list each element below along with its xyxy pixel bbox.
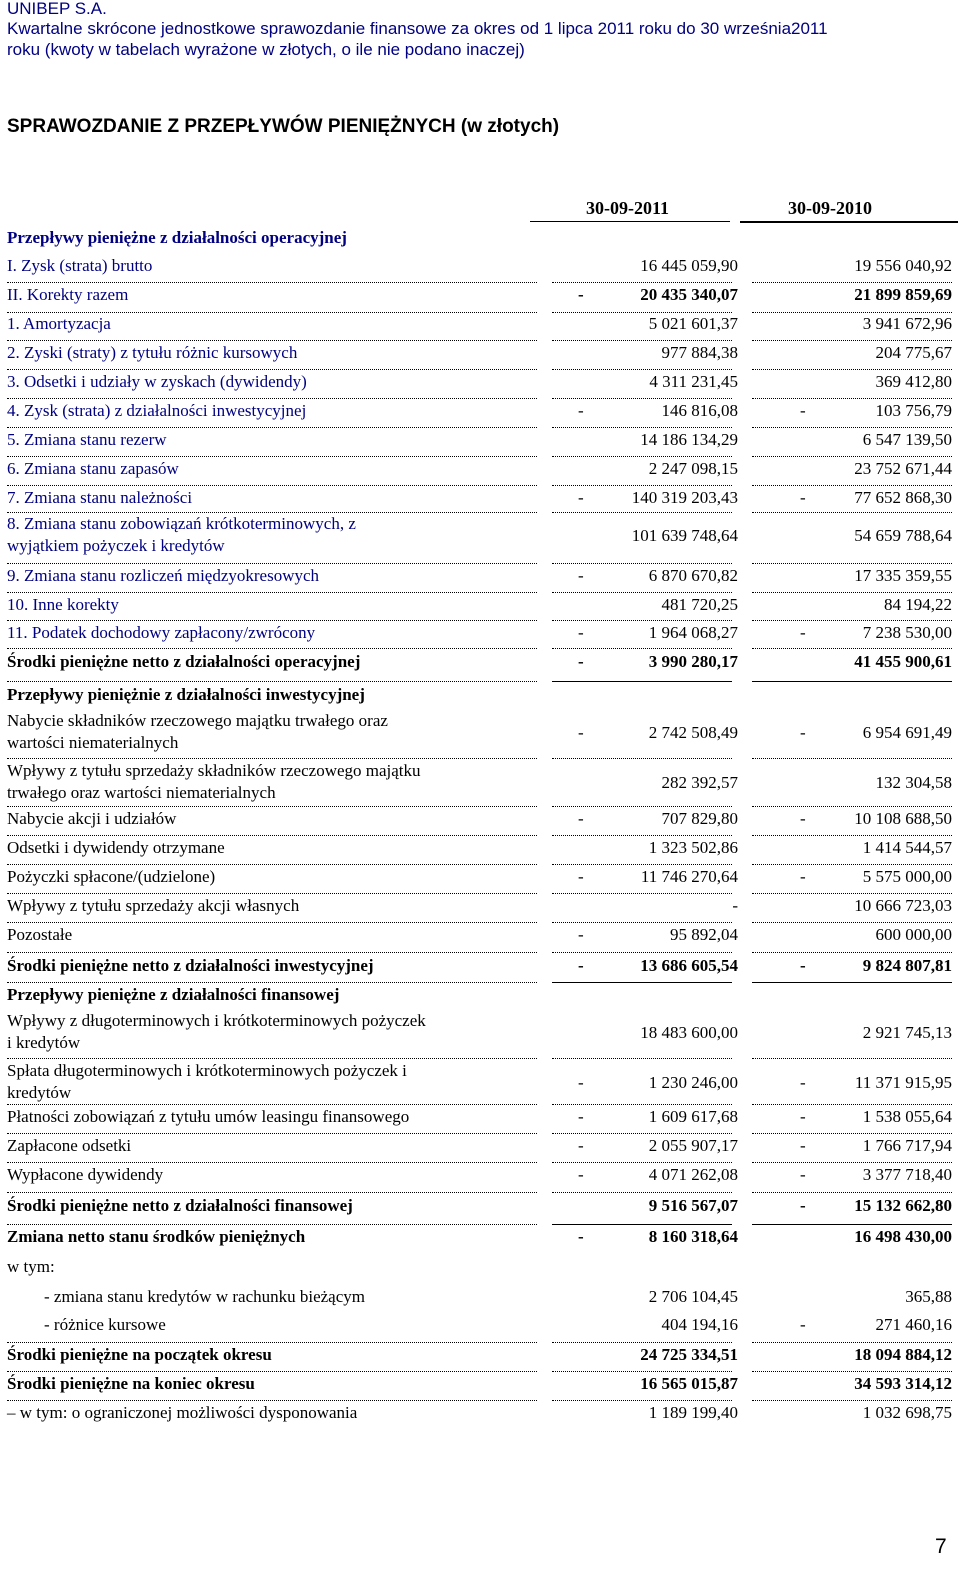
- row-separator: [752, 485, 952, 486]
- row-separator: [752, 806, 952, 807]
- row-separator: [7, 1058, 537, 1059]
- sign-2011: -: [578, 566, 584, 585]
- row-label: [7, 513, 356, 557]
- value-2010: 18 094 884,12: [854, 1345, 952, 1364]
- sign-2011: -: [578, 401, 584, 420]
- row-separator: [752, 1192, 952, 1193]
- row-label-line1: 4. Zysk (strata) z działalności inwestycyjnej: [7, 401, 307, 420]
- row-separator: [552, 340, 732, 341]
- row-label-line1: Wypłacone dywidendy: [7, 1165, 164, 1184]
- row-separator: [752, 1400, 952, 1401]
- row-label-line1: Zmiana netto stanu środków pieniężnych: [7, 1227, 306, 1246]
- row-separator: [7, 1400, 537, 1401]
- row-label-line1: Nabycie składników rzeczowego majątku trwałego oraz: [7, 711, 388, 730]
- value-2011: 1 609 617,68: [648, 1107, 738, 1126]
- value-2010: 17 335 359,55: [854, 566, 952, 585]
- row-label: [7, 760, 421, 804]
- row-label: [7, 1256, 55, 1278]
- row-label: [7, 255, 152, 277]
- sign-2010: -: [800, 488, 806, 507]
- row-label-line1: 5. Zmiana stanu rezerw: [7, 430, 167, 449]
- row-label-line2: i kredytów: [7, 1032, 81, 1052]
- sign-2010: -: [800, 809, 806, 828]
- row-label-line1: Nabycie akcji i udziałów: [7, 809, 177, 828]
- row-separator: [7, 398, 537, 399]
- row-separator: [552, 369, 732, 370]
- row-label: [7, 458, 179, 480]
- row-label-line1: Przepływy pieniężnie z działalności inwestycyjnej: [7, 685, 365, 704]
- row-label-line1: 9. Zmiana stanu rozliczeń międzyokresowych: [7, 566, 320, 585]
- value-2011: 1 189 199,40: [648, 1403, 738, 1422]
- row-label: [44, 1314, 166, 1336]
- value-2011: 20 435 340,07: [640, 285, 738, 304]
- row-separator: [7, 806, 537, 807]
- row-label: [7, 1060, 407, 1104]
- value-2011: 2 706 104,45: [648, 1287, 738, 1306]
- row-separator: [552, 312, 732, 313]
- sign-2011: -: [578, 1107, 584, 1126]
- row-separator: [752, 340, 952, 341]
- column-header-rule: [740, 221, 958, 223]
- value-2011: 3 990 280,17: [648, 652, 738, 671]
- column-header-2011: 30-09-2011: [586, 198, 669, 218]
- row-label-line1: 8. Zmiana stanu zobowiązań krótkoterminowych, z: [7, 514, 356, 533]
- row-label-line1: 6. Zmiana stanu zapasów: [7, 459, 179, 478]
- row-separator: [7, 512, 537, 513]
- row-label-line1: Odsetki i dywidendy otrzymane: [7, 838, 225, 857]
- value-2010: 369 412,80: [875, 372, 952, 391]
- value-2011: 977 884,38: [661, 343, 738, 362]
- row-label: [7, 1106, 409, 1128]
- row-label: [7, 1402, 357, 1424]
- row-label-line1: Środki pieniężne netto z działalności inwestycyjnej: [7, 956, 374, 975]
- row-separator: [752, 369, 952, 370]
- row-separator: [552, 1224, 732, 1225]
- row-label: [7, 955, 374, 977]
- sign-2011: -: [578, 285, 584, 304]
- row-label-line1: - zmiana stanu kredytów w rachunku bieżącym: [44, 1287, 365, 1306]
- row-label: [7, 342, 297, 364]
- sign-2010: -: [800, 1107, 806, 1126]
- row-separator: [552, 806, 732, 807]
- row-separator: [752, 1342, 952, 1343]
- row-separator: [7, 620, 537, 621]
- row-separator: [7, 648, 537, 649]
- row-separator: [552, 282, 732, 283]
- value-2010: 16 498 430,00: [854, 1227, 952, 1246]
- row-separator: [7, 312, 537, 313]
- row-label: [7, 371, 307, 393]
- sign-2011: -: [578, 723, 584, 742]
- row-separator: [752, 1104, 952, 1105]
- row-label: [7, 651, 360, 673]
- value-2011: 1 964 068,27: [648, 623, 738, 642]
- value-2011: 16 445 059,90: [640, 256, 738, 275]
- row-separator: [7, 893, 537, 894]
- value-2010: 132 304,58: [875, 773, 952, 792]
- row-label-line1: Pozostałe: [7, 925, 73, 944]
- row-separator: [7, 922, 537, 923]
- row-label-line1: Wpływy z tytułu sprzedaży akcji własnych: [7, 896, 300, 915]
- value-2011: 8 160 318,64: [648, 1227, 738, 1246]
- row-separator: [752, 1058, 952, 1059]
- sign-2010: -: [800, 1315, 806, 1334]
- sign-2010: -: [800, 1165, 806, 1184]
- sign-2010: -: [800, 1073, 806, 1092]
- row-separator: [752, 282, 952, 283]
- row-label-line1: Przepływy pieniężne z działalności operacyjnej: [7, 228, 347, 247]
- row-label-line1: 11. Podatek dochodowy zapłacony/zwrócony: [7, 623, 316, 642]
- row-separator: [7, 340, 537, 341]
- value-2010: 3 377 718,40: [862, 1165, 952, 1184]
- sign-2011: -: [578, 1227, 584, 1246]
- row-separator: [552, 952, 732, 953]
- value-2010: 41 455 900,61: [854, 652, 952, 671]
- row-label: [7, 1135, 131, 1157]
- value-2010: 204 775,67: [875, 343, 952, 362]
- row-label: [7, 284, 128, 306]
- row-separator: [752, 620, 952, 621]
- sign-2011: -: [578, 1073, 584, 1092]
- value-2011: 14 186 134,29: [640, 430, 738, 449]
- row-label-line1: Środki pieniężne netto z działalności operacyjnej: [7, 652, 361, 671]
- row-separator: [7, 1162, 537, 1163]
- row-separator: [552, 1342, 732, 1343]
- row-label: [7, 565, 319, 587]
- row-separator: [752, 952, 952, 953]
- row-separator: [7, 369, 537, 370]
- row-label: [7, 1164, 163, 1186]
- value-2010: 1 766 717,94: [862, 1136, 952, 1155]
- value-2010: 1 032 698,75: [862, 1403, 952, 1422]
- value-2010: 77 652 868,30: [854, 488, 952, 507]
- sign-2010: -: [800, 401, 806, 420]
- row-separator: [552, 893, 732, 894]
- row-separator: [7, 592, 537, 593]
- value-2010: 15 132 662,80: [854, 1196, 952, 1215]
- value-2010: 3 941 672,96: [862, 314, 952, 333]
- row-label: [44, 1286, 365, 1308]
- value-2010: 271 460,16: [875, 1315, 952, 1334]
- value-2010: 1 538 055,64: [862, 1107, 952, 1126]
- row-separator: [7, 835, 537, 836]
- row-label: [7, 1373, 255, 1395]
- value-2011: 6 870 670,82: [648, 566, 738, 585]
- value-2011: -: [732, 896, 738, 915]
- value-2011: 2 247 098,15: [648, 459, 738, 478]
- sign-2011: -: [578, 867, 584, 886]
- row-label: [7, 808, 176, 830]
- value-2010: 10 666 723,03: [854, 896, 952, 915]
- row-separator: [7, 427, 537, 428]
- row-separator: [7, 1371, 537, 1372]
- row-separator: [552, 648, 732, 649]
- row-label-line1: Środki pieniężne netto z działalności finansowej: [7, 1196, 353, 1215]
- row-separator: [752, 648, 952, 649]
- row-separator: [552, 485, 732, 486]
- value-2011: 481 720,25: [661, 595, 738, 614]
- row-separator: [752, 893, 952, 894]
- value-2010: 21 899 859,69: [854, 285, 952, 304]
- row-separator: [752, 835, 952, 836]
- column-header-2010: 30-09-2010: [788, 198, 872, 218]
- row-label-line1: Spłata długoterminowych i krótkoterminowych pożyczek i: [7, 1061, 407, 1080]
- row-label-line1: w tym:: [7, 1257, 55, 1276]
- row-label-line2: wyjątkiem pożyczek i kredytów: [7, 535, 225, 555]
- row-label-line1: Środki pieniężne na początek okresu: [7, 1345, 272, 1364]
- value-2011: 1 323 502,86: [648, 838, 738, 857]
- row-separator: [552, 1400, 732, 1401]
- value-2011: 140 319 203,43: [631, 488, 738, 507]
- row-separator: [552, 758, 732, 759]
- row-label: [7, 313, 111, 335]
- sign-2011: -: [578, 809, 584, 828]
- row-separator: [552, 982, 732, 983]
- value-2011: 707 829,80: [661, 809, 738, 828]
- row-label-line1: - różnice kursowe: [44, 1315, 166, 1334]
- row-label: [7, 710, 388, 754]
- row-separator: [752, 1371, 952, 1372]
- row-label: [7, 400, 306, 422]
- row-separator: [552, 512, 732, 513]
- value-2010: 1 414 544,57: [862, 838, 952, 857]
- row-separator: [7, 456, 537, 457]
- row-separator: [7, 282, 537, 283]
- row-separator: [7, 1192, 537, 1193]
- sign-2011: -: [578, 1165, 584, 1184]
- value-2010: 103 756,79: [875, 401, 952, 420]
- sign-2011: -: [578, 1136, 584, 1155]
- row-separator: [7, 1133, 537, 1134]
- row-label-line1: Wpływy z tytułu sprzedaży składników rzeczowego majątku: [7, 761, 421, 780]
- row-label-line1: 1. Amortyzacja: [7, 314, 111, 333]
- row-label: [7, 1226, 305, 1248]
- row-separator: [552, 456, 732, 457]
- value-2011: 18 483 600,00: [640, 1023, 738, 1042]
- value-2010: 600 000,00: [875, 925, 952, 944]
- value-2011: 2 055 907,17: [648, 1136, 738, 1155]
- report-subtitle-line2: roku (kwoty w tabelach wyrażone w złotych, o ile nie podano inaczej): [7, 40, 525, 59]
- row-separator: [752, 512, 952, 513]
- row-separator: [752, 427, 952, 428]
- value-2011: 16 565 015,87: [640, 1374, 738, 1393]
- value-2010: 7 238 530,00: [862, 623, 952, 642]
- sign-2010: -: [800, 723, 806, 742]
- row-label: [7, 924, 72, 946]
- row-separator: [552, 592, 732, 593]
- sign-2010: -: [800, 867, 806, 886]
- row-separator: [752, 1162, 952, 1163]
- row-label: [7, 1344, 272, 1366]
- row-label: [7, 837, 225, 859]
- value-2010: 54 659 788,64: [854, 526, 952, 545]
- row-separator: [552, 922, 732, 923]
- row-separator: [752, 1224, 952, 1225]
- row-separator: [7, 1342, 537, 1343]
- row-label: [7, 487, 192, 509]
- value-2011: 13 686 605,54: [640, 956, 738, 975]
- row-label: [7, 594, 119, 616]
- statement-title: SPRAWOZDANIE Z PRZEPŁYWÓW PIENIĘŻNYCH (w złotych): [7, 116, 560, 137]
- row-separator: [752, 592, 952, 593]
- row-label-line1: 3. Odsetki i udziały w zyskach (dywidendy): [7, 372, 307, 391]
- row-separator: [552, 864, 732, 865]
- row-label-line2: trwałego oraz wartości niematerialnych: [7, 782, 276, 802]
- row-separator: [7, 952, 537, 953]
- value-2010: 23 752 671,44: [854, 459, 952, 478]
- value-2011: 282 392,57: [661, 773, 738, 792]
- row-separator: [752, 681, 952, 682]
- row-separator: [752, 312, 952, 313]
- row-label-line1: II. Korekty razem: [7, 285, 129, 304]
- sign-2010: -: [800, 956, 806, 975]
- row-label-line1: 10. Inne korekty: [7, 595, 119, 614]
- value-2011: 4 311 231,45: [649, 372, 738, 391]
- row-separator: [7, 1104, 537, 1105]
- sign-2010: -: [800, 623, 806, 642]
- row-separator: [552, 1104, 732, 1105]
- value-2011: 24 725 334,51: [640, 1345, 738, 1364]
- column-header-rule: [530, 221, 730, 222]
- row-separator: [552, 1192, 732, 1193]
- row-separator: [552, 835, 732, 836]
- row-label: [7, 895, 299, 917]
- row-separator: [552, 1371, 732, 1372]
- row-separator: [752, 563, 952, 564]
- value-2010: 84 194,22: [884, 595, 952, 614]
- row-separator: [552, 1058, 732, 1059]
- row-separator: [552, 427, 732, 428]
- row-separator: [7, 485, 537, 486]
- row-separator: [752, 456, 952, 457]
- row-label-line2: wartości niematerialnych: [7, 732, 179, 752]
- value-2011: 1 230 246,00: [648, 1073, 738, 1092]
- value-2011: 2 742 508,49: [648, 723, 738, 742]
- row-separator: [7, 864, 537, 865]
- value-2011: 146 816,08: [661, 401, 738, 420]
- company-name: UNIBEP S.A.: [7, 0, 107, 18]
- row-label: [7, 984, 339, 1006]
- row-label: [7, 1195, 353, 1217]
- row-label-line1: 7. Zmiana stanu należności: [7, 488, 193, 507]
- row-separator: [752, 398, 952, 399]
- sign-2011: -: [578, 488, 584, 507]
- row-label-line1: Zapłacone odsetki: [7, 1136, 132, 1155]
- row-label: [7, 622, 315, 644]
- value-2010: 6 954 691,49: [862, 723, 952, 742]
- value-2011: 404 194,16: [661, 1315, 738, 1334]
- row-separator: [7, 681, 537, 682]
- row-label: [7, 429, 167, 451]
- row-separator: [552, 681, 732, 682]
- row-label: [7, 1010, 426, 1054]
- row-label-line1: Pożyczki spłacone/(udzielone): [7, 867, 216, 886]
- row-separator: [7, 982, 537, 983]
- value-2010: 9 824 807,81: [862, 956, 952, 975]
- value-2010: 34 593 314,12: [854, 1374, 952, 1393]
- value-2011: 4 071 262,08: [648, 1165, 738, 1184]
- value-2011: 95 892,04: [670, 925, 738, 944]
- value-2010: 6 547 139,50: [862, 430, 952, 449]
- row-label: [7, 866, 215, 888]
- row-separator: [552, 398, 732, 399]
- sign-2011: -: [578, 956, 584, 975]
- sign-2010: -: [800, 1196, 806, 1215]
- row-separator: [7, 1224, 537, 1225]
- sign-2010: -: [800, 1136, 806, 1155]
- value-2010: 2 921 745,13: [862, 1023, 952, 1042]
- value-2011: 5 021 601,37: [648, 314, 738, 333]
- sign-2011: -: [578, 652, 584, 671]
- row-separator: [552, 563, 732, 564]
- row-separator: [752, 864, 952, 865]
- row-separator: [552, 1133, 732, 1134]
- row-label-line1: – w tym: o ograniczonej możliwości dysponowania: [7, 1403, 358, 1422]
- value-2011: 101 639 748,64: [631, 526, 738, 545]
- value-2010: 10 108 688,50: [854, 809, 952, 828]
- row-label-line1: Przepływy pieniężne z działalności finansowej: [7, 985, 340, 1004]
- row-separator: [552, 620, 732, 621]
- value-2011: 9 516 567,07: [648, 1196, 738, 1215]
- row-separator: [7, 563, 537, 564]
- row-separator: [752, 758, 952, 759]
- row-label-line1: 2. Zyski (straty) z tytułu różnic kursowych: [7, 343, 298, 362]
- row-label-line1: Wpływy z długoterminowych i krótkoterminowych pożyczek: [7, 1011, 426, 1030]
- row-separator: [7, 758, 537, 759]
- value-2010: 5 575 000,00: [862, 867, 952, 886]
- row-separator: [752, 922, 952, 923]
- value-2011: 11 746 270,64: [640, 867, 738, 886]
- row-separator: [752, 982, 952, 983]
- row-label: [7, 227, 347, 249]
- value-2010: 19 556 040,92: [854, 256, 952, 275]
- page-number: 7: [935, 1535, 947, 1558]
- row-separator: [752, 1133, 952, 1134]
- row-label-line1: Środki pieniężne na koniec okresu: [7, 1374, 255, 1393]
- value-2010: 365,88: [905, 1287, 952, 1306]
- row-label: [7, 684, 365, 706]
- row-label-line2: kredytów: [7, 1082, 72, 1102]
- sign-2011: -: [578, 623, 584, 642]
- row-label-line1: I. Zysk (strata) brutto: [7, 256, 153, 275]
- report-subtitle-line1: Kwartalne skrócone jednostkowe sprawozdanie finansowe za okres od 1 lipca 2011 roku do 30 września2011: [7, 19, 828, 38]
- value-2010: 11 371 915,95: [854, 1073, 952, 1092]
- sign-2011: -: [578, 925, 584, 944]
- row-label-line1: Płatności zobowiązań z tytułu umów leasingu finansowego: [7, 1107, 410, 1126]
- row-separator: [552, 1162, 732, 1163]
